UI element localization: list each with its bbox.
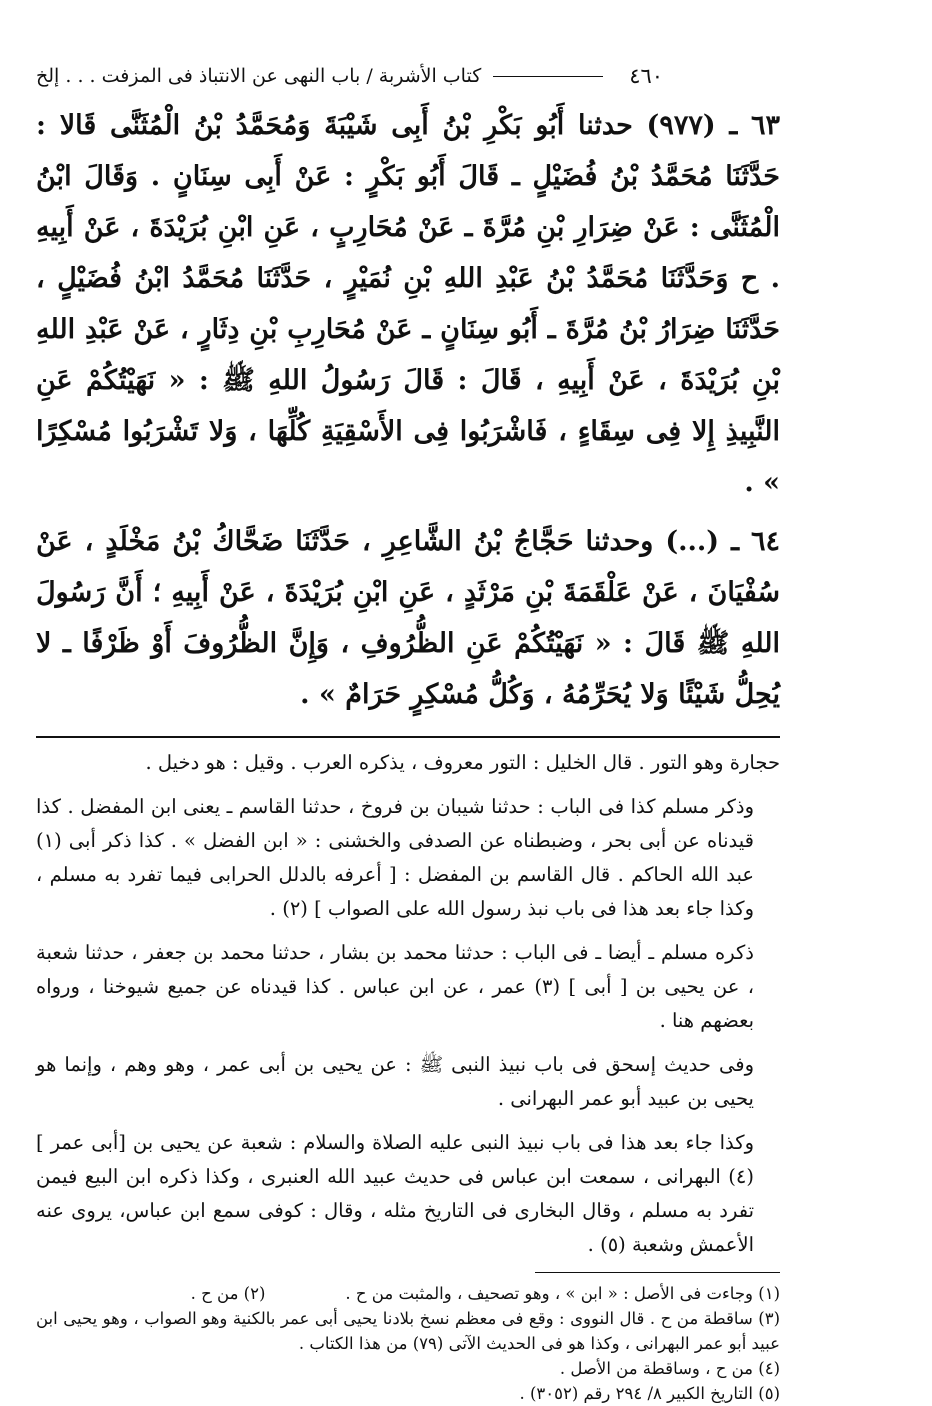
hadith-64: ٦٤ ـ (...) وحدثنا حَجَّاجُ بْنُ الشَّاعِرِ ، حَدَّثَنَا ضَحَّاكُ بْنُ مَخْلَدٍ ، عَنْ سُفْيَانَ ، عَنْ عَلْقَمَةَ بْنِ مَرْثَدٍ ، عَنِ ابْنِ بُرَيْدَةَ ، عَنْ أَبِيهِ ؛ أَنَّ رَسُولَ اللهِ ﷺ قَالَ : « نَهَيْتُكُمْ عَنِ الظُّرُوفِ ، وَإِنَّ الظُّرُوفَ أَوْ ظَرْفًا ـ لا يُحِلُّ شَيْئًا وَلا يُحَرِّمُهُ ، وَكُلُّ مُسْكِرٍ حَرَامٌ » . xyxy=(36,526,780,710)
commentary-paragraph: ذكره مسلم ـ أيضا ـ فى الباب : حدثنا محمد بن بشار ، حدثنا محمد بن جعفر ، حدثنا شعبة ، عن يحيى بن [ أبى ] (٣) عمر ، عن ابن عباس . كذا قيدناه عن جميع شيوخنا ، ورواه بعضهم هنا . xyxy=(36,941,754,1032)
running-header xyxy=(36,54,780,98)
footnote-row xyxy=(36,1281,780,1306)
page-number: ٤٦٠ xyxy=(629,64,664,88)
footnote-2: (٢) من ح . xyxy=(190,1284,266,1303)
commentary-divider xyxy=(36,736,780,738)
book-page xyxy=(36,54,780,1406)
footnote-4: (٤) من ح ، وساقطة من الأصل . xyxy=(559,1359,780,1378)
header-rule xyxy=(493,76,603,77)
hadith-text xyxy=(36,100,780,720)
footnote-3: (٣) ساقطة من ح . قال النووى : وقع فى معظم نسخ بلادنا يحيى أبى عمر بالكنية وهو الصواب ، وهو يحيى ابن عبيد أبو عمر البهرانى ، وكذا هو فى الحديث الآتى (٧٩) من هذا الكتاب . xyxy=(36,1309,780,1353)
footnote-1: (١) وجاءت فى الأصل : « ابن » ، وهو تصحيف ، والمثبت من ح . xyxy=(345,1284,780,1303)
running-title: كتاب الأشربة / باب النهى عن الانتباذ فى المزفت . . . إلخ xyxy=(36,65,482,87)
footnote-5: (٥) التاريخ الكبير ٨/ ٢٩٤ رقم (٣٠٥٢) . xyxy=(519,1384,780,1403)
commentary-paragraph: وكذا جاء بعد هذا فى باب نبيذ النبى عليه الصلاة والسلام : شعبة عن يحيى بن [أبى عمر ] (٤) البهرانى ، سمعت ابن عباس فى حديث عبيد الله العنبرى ، وكذا ذكره ابن البيع فيمن تفرد به مسلم ، وقال البخارى فى التاريخ مثله ، وقال : كوفى سمع ابن عباس، يروى عنه الأعمش وشعبة (٥) . xyxy=(36,1131,754,1256)
commentary-paragraph: حجارة وهو التور . قال الخليل : التور معروف ، يذكره العرب . وقيل : هو دخيل . xyxy=(145,751,780,774)
hadith-63: ٦٣ ـ (٩٧٧) حدثنا أَبُو بَكْرِ بْنُ أَبِى شَيْبَةَ وَمُحَمَّدُ بْنُ الْمُثَنَّى قَالا : حَدَّثَنَا مُحَمَّدُ بْنُ فُضَيْلٍ ـ قَالَ أَبُو بَكْرٍ : عَنْ أَبِى سِنَانٍ . وَقَالَ ابْنُ الْمُثَنَّى : عَنْ ضِرَارِ بْنِ مُرَّةَ ـ عَنْ مُحَارِبٍ ، عَنِ ابْنِ بُرَيْدَةَ ، عَنْ أَبِيهِ . ح وَحَدَّثَنَا مُحَمَّدُ بْنُ عَبْدِ اللهِ بْنِ نُمَيْرٍ ، حَدَّثَنَا مُحَمَّدُ ابْنُ فُضَيْلٍ ، حَدَّثَنَا ضِرَارُ بْنُ مُرَّةَ ـ أَبُو سِنَانٍ ـ عَنْ مُحَارِبِ بْنِ دِثَارٍ ، عَنْ عَبْدِ اللهِ بْنِ بُرَيْدَةَ ، عَنْ أَبِيهِ ، قَالَ : قَالَ رَسُولُ اللهِ ﷺ : « نَهَيْتُكُمْ عَنِ النَّبِيذِ إِلا فِى سِقَاءٍ ، فَاشْرَبُوا فِى الأَسْقِيَةِ كُلِّهَا ، وَلا تَشْرَبُوا مُسْكِرًا » . xyxy=(36,110,780,498)
commentary-paragraph: وفى حديث إسحق فى باب نبيذ النبى ﷺ : عن يحيى بن أبى عمر ، وهو وهم ، وإنما هو يحيى بن عبيد أبو عمر البهرانى . xyxy=(36,1053,754,1110)
commentary-section xyxy=(36,746,780,1262)
footnotes xyxy=(36,1281,780,1406)
commentary-paragraph: وذكر مسلم كذا فى الباب : حدثنا شيبان بن فروخ ، حدثنا القاسم ـ يعنى ابن المفضل . كذا قيدناه عن أبى بحر ، وضبطناه عن الصدفى والخشنى : « ابن الفضل » . كذا ذكر أبى (١) عبد الله الحاكم . قال القاسم بن المفضل : [ أعرفه بالدلل الحرابى فيما تفرد به مسلم ، وكذا جاء بعد هذا فى باب نبذ رسول الله على الصواب ] (٢) . xyxy=(36,795,754,920)
notes-divider xyxy=(535,1272,780,1273)
